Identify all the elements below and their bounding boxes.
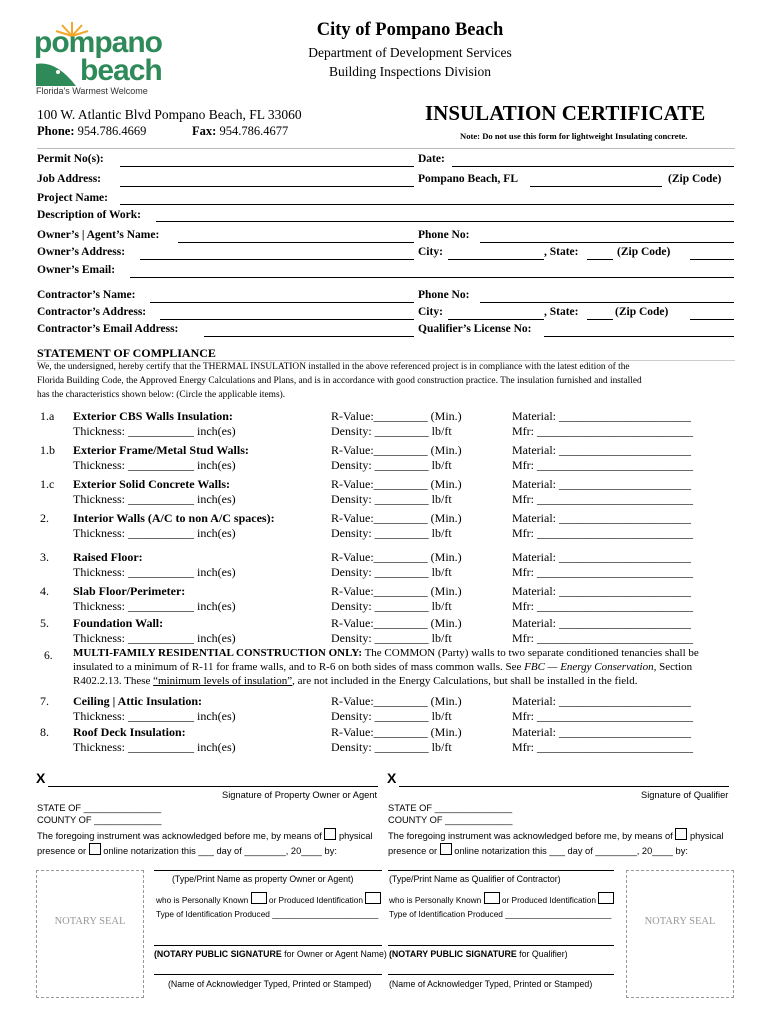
date-field[interactable] [452,166,734,167]
item-title: Exterior Frame/Metal Stud Walls: [73,443,249,457]
qualifier-signature-line[interactable] [399,786,729,787]
item-thickness[interactable]: Thickness: ___________ inch(es) [73,740,236,754]
item-thickness[interactable]: Thickness: ___________ inch(es) [73,492,236,506]
contractor-email-label: Contractor’s Email Address: [37,323,179,335]
item-material[interactable]: Material: ______________________ [512,409,691,423]
logo [34,20,184,98]
department: Department of Development Services [308,45,512,60]
qualifier-notary-bold: (NOTARY PUBLIC SIGNATURE [389,949,517,959]
owner-email-field[interactable] [130,277,734,278]
owner-address-field[interactable] [140,259,414,260]
qualifier-online-checkbox[interactable] [440,843,452,855]
item-6-line-3 [73,675,637,687]
item-thickness[interactable]: Thickness: ___________ inch(es) [73,458,236,472]
qualifier-produced-checkbox[interactable] [598,892,614,904]
address: 100 W. Atlantic Blvd Pompano Beach, FL 33060 [37,107,302,122]
qualifier-known-checkbox[interactable] [484,892,500,904]
owner-state-of: STATE OF _______________ [37,803,162,813]
item-title: Exterior CBS Walls Insulation: [73,409,233,423]
item-title: Exterior Solid Concrete Walls: [73,477,230,491]
compliance-heading: STATEMENT OF COMPLIANCE [37,346,216,360]
qualifier-notary-seal-box [626,870,734,998]
item-thickness[interactable]: Thickness: ___________ inch(es) [73,526,236,540]
item-material[interactable]: Material: ______________________ [512,616,691,630]
owner-ack-line-2 [37,843,337,856]
compliance-text-2: Florida Building Code, the Approved Energy Calculations and Plans, and is in accordance with good construction practice. The insulation furnished and installed [37,376,642,386]
qualifier-physical-label: physical [689,831,724,841]
job-address-field[interactable] [120,186,414,187]
owner-signature-line[interactable] [48,786,378,787]
item-6-number: 6. [44,650,53,662]
item-thickness[interactable]: Thickness: ___________ inch(es) [73,599,236,613]
item-material[interactable]: Material: ______________________ [512,511,691,525]
item-thickness[interactable]: Thickness: ___________ inch(es) [73,565,236,579]
qualifier-print-label: (Type/Print Name as Qualifier of Contractor) [389,874,561,884]
owner-zip-field[interactable] [690,259,734,260]
qualifier-license-field[interactable] [544,336,734,337]
description-label: Description of Work: [37,209,141,221]
owner-phone-label: Phone No: [418,229,470,241]
item-number: 1.c [40,477,55,491]
logo-line2: beach [80,54,162,87]
form-note: Note: Do not use this form for lightweight Insulating concrete. [460,131,688,141]
owner-notary-label [154,949,387,959]
owner-presence-label: presence or [37,846,87,856]
contractor-city-label: City: [418,306,443,318]
qualifier-acknowledger-label: (Name of Acknowledger Typed, Printed or Stamped) [389,979,593,989]
owner-notary-signature-line[interactable] [154,945,382,946]
owner-phone-field[interactable] [480,242,734,243]
item-number: 8. [40,725,49,739]
item-manufacturer[interactable]: Mfr: __________________________ [512,492,693,506]
contractor-address-field[interactable] [160,319,414,320]
qualifier-online-label: online notarization this ___ day of ________, 20____ by: [454,846,688,856]
fax-label: Fax: [192,124,217,138]
contractor-name-label: Contractor’s Name: [37,289,136,301]
job-address-label: Job Address: [37,173,102,185]
item-thickness[interactable]: Thickness: ___________ inch(es) [73,709,236,723]
owner-known-row [156,892,381,905]
qualifier-notary-label [389,949,568,959]
owner-city-label: City: [418,246,443,258]
owner-state-label: , State: [544,246,579,258]
owner-print-line[interactable] [154,870,382,871]
item-density[interactable]: Density: _________ lb/ft [331,631,452,645]
item-number: 7. [40,694,49,708]
item-6-lead: MULTI-FAMILY RESIDENTIAL CONSTRUCTION ONLY: [73,647,363,659]
item-material[interactable]: Material: ______________________ [512,550,691,564]
owner-produced-label: or Produced Identification [268,895,363,905]
contractor-state-label: , State: [544,306,579,318]
qualifier-signature-label: Signature of Qualifier [641,790,729,800]
owner-physical-label: physical [338,831,373,841]
owner-zip-label: (Zip Code) [617,246,671,258]
item-r-value[interactable]: R-Value:_________ (Min.) [331,694,462,708]
qualifier-physical-checkbox[interactable] [675,828,687,840]
item-density[interactable]: Density: _________ lb/ft [331,565,452,579]
qualifier-known-row [389,892,614,905]
contractor-zip-label: (Zip Code) [615,306,669,318]
project-name-label: Project Name: [37,192,108,204]
description-field[interactable] [156,221,734,222]
contractor-email-field[interactable] [204,336,414,337]
owner-physical-checkbox[interactable] [324,828,336,840]
owner-known-checkbox[interactable] [251,892,267,904]
qualifier-ack-line-2 [388,843,688,856]
item-manufacturer[interactable]: Mfr: __________________________ [512,565,693,579]
fax-block [192,124,288,139]
owner-notary-bold: (NOTARY PUBLIC SIGNATURE [154,949,282,959]
owner-address-label: Owner’s Address: [37,246,126,258]
contractor-city-field[interactable] [448,319,544,320]
item-density[interactable]: Density: _________ lb/ft [331,599,452,613]
item-density[interactable]: Density: _________ lb/ft [331,740,452,754]
owner-county-of: COUNTY OF _____________ [37,815,162,825]
contractor-address-label: Contractor’s Address: [37,306,147,318]
qualifier-presence-label: presence or [388,846,438,856]
header-divider [37,148,735,149]
item-6-text-3b: “minimum levels of insulation” [153,675,293,687]
contractor-phone-field[interactable] [480,302,734,303]
contractor-state-field[interactable] [587,319,613,320]
item-r-value[interactable]: R-Value:_________ (Min.) [331,550,462,564]
item-6-text-2b: FBC — Energy Conservation [524,661,654,673]
item-6-text-2c: , Section [653,661,693,673]
item-number: 5. [40,616,49,630]
item-number: 4. [40,584,49,598]
item-manufacturer[interactable]: Mfr: __________________________ [512,526,693,540]
item-6-line-1 [73,647,699,659]
item-6-line-2 [73,661,692,673]
item-title: Roof Deck Insulation: [73,725,186,739]
owner-id-type: Type of Identification Produced _______________________ [156,909,379,919]
compliance-text-1: We, the undersigned, hereby certify that the THERMAL INSULATION installed in the above referenced project is in compliance with the latest edition of the [37,362,630,372]
permit-label: Permit No(s): [37,153,104,165]
owner-notary-for: for Owner or Agent Name) [281,949,387,959]
compliance-divider [37,360,735,361]
owner-name-label: Owner’s | Agent’s Name: [37,229,160,241]
item-material[interactable]: Material: ______________________ [512,725,691,739]
owner-online-label: online notarization this ___ day of ________, 20____ by: [103,846,337,856]
item-r-value[interactable]: R-Value:_________ (Min.) [331,616,462,630]
phone-label: Phone: [37,124,75,138]
compliance-text-3: has the characteristics shown below: (Circle the applicable items). [37,390,286,400]
item-density[interactable]: Density: _________ lb/ft [331,526,452,540]
logo-line1: pompano [34,26,162,59]
item-title: Foundation Wall: [73,616,164,630]
qualifier-state-of: STATE OF _______________ [388,803,513,813]
owner-known-label: who is Personally Known [156,895,249,905]
item-number: 1.b [40,443,55,457]
bird-icon [34,58,78,88]
item-manufacturer[interactable]: Mfr: __________________________ [512,740,693,754]
phone-block [37,124,146,139]
owner-notary-seal-box [36,870,144,998]
permit-field[interactable] [120,166,414,167]
city-title: City of Pompano Beach [316,20,504,40]
owner-acknowledger-label: (Name of Acknowledger Typed, Printed or Stamped) [168,979,372,989]
qualifier-known-label: who is Personally Known [389,895,482,905]
owner-ack-line-1 [37,828,373,841]
qualifier-county-of: COUNTY OF _____________ [388,815,513,825]
owner-online-checkbox[interactable] [89,843,101,855]
item-material[interactable]: Material: ______________________ [512,477,691,491]
contractor-zip-field[interactable] [690,319,734,320]
owner-city-field[interactable] [448,259,544,260]
item-density[interactable]: Density: _________ lb/ft [331,458,452,472]
item-density[interactable]: Density: _________ lb/ft [331,424,452,438]
item-manufacturer[interactable]: Mfr: __________________________ [512,631,693,645]
qualifier-id-type: Type of Identification Produced _______________________ [389,909,612,919]
zip-field[interactable] [530,186,662,187]
item-r-value[interactable]: R-Value:_________ (Min.) [331,511,462,525]
qualifier-x-mark: X [387,770,397,786]
item-r-value[interactable]: R-Value:_________ (Min.) [331,409,462,423]
owner-name-field[interactable] [178,242,414,243]
item-material[interactable]: Material: ______________________ [512,694,691,708]
owner-email-label: Owner’s Email: [37,264,116,276]
zip-label: (Zip Code) [668,173,722,185]
qualifier-notary-seal-label: NOTARY SEAL [644,916,716,927]
item-thickness[interactable]: Thickness: ___________ inch(es) [73,631,236,645]
item-number: 2. [40,511,49,525]
owner-x-mark: X [36,770,46,786]
item-r-value[interactable]: R-Value:_________ (Min.) [331,584,462,598]
owner-ack-text: The foregoing instrument was acknowledged before me, by means of [37,831,322,841]
item-6-text-1: The COMMON (Party) walls to two separate conditioned tenancies shall be [362,647,699,659]
item-6-text-3a: R402.2.13. These [73,675,154,687]
qualifier-notary-signature-line[interactable] [388,945,614,946]
item-title: Ceiling | Attic Insulation: [73,694,202,708]
item-manufacturer[interactable]: Mfr: __________________________ [512,709,693,723]
date-label: Date: [418,153,445,165]
item-density[interactable]: Density: _________ lb/ft [331,492,452,506]
project-name-field[interactable] [120,204,734,205]
qualifier-ack-text: The foregoing instrument was acknowledged before me, by means of [388,831,673,841]
owner-produced-checkbox[interactable] [365,892,381,904]
item-manufacturer[interactable]: Mfr: __________________________ [512,599,693,613]
item-material[interactable]: Material: ______________________ [512,443,691,457]
item-number: 1.a [40,409,55,423]
owner-notary-seal-label: NOTARY SEAL [54,916,126,927]
item-title: Slab Floor/Perimeter: [73,584,186,598]
qualifier-license-label: Qualifier’s License No: [418,323,532,335]
item-6-text-2a: insulated to a minimum of R-11 for frame walls, and to R-6 on both sides of mass common walls. See [73,661,525,673]
qualifier-notary-for: for Qualifier) [516,949,568,959]
owner-print-label: (Type/Print Name as property Owner or Agent) [172,874,354,884]
form-title: INSULATION CERTIFICATE [425,101,706,125]
qualifier-produced-label: or Produced Identification [501,895,596,905]
item-material[interactable]: Material: ______________________ [512,584,691,598]
qualifier-ack-line-1 [388,828,724,841]
pompano-fl-label: Pompano Beach, FL [418,173,518,185]
item-r-value[interactable]: R-Value:_________ (Min.) [331,477,462,491]
fax-number: 954.786.4677 [219,124,289,138]
item-thickness[interactable]: Thickness: ___________ inch(es) [73,424,236,438]
phone-number: 954.786.4669 [77,124,147,138]
item-title: Interior Walls (A/C to non A/C spaces): [73,511,275,525]
owner-signature-label: Signature of Property Owner or Agent [222,790,378,800]
item-r-value[interactable]: R-Value:_________ (Min.) [331,443,462,457]
contractor-phone-label: Phone No: [418,289,470,301]
contractor-name-field[interactable] [150,302,414,303]
item-manufacturer[interactable]: Mfr: __________________________ [512,424,693,438]
item-r-value[interactable]: R-Value:_________ (Min.) [331,725,462,739]
owner-state-field[interactable] [587,259,613,260]
item-density[interactable]: Density: _________ lb/ft [331,709,452,723]
item-title: Raised Floor: [73,550,143,564]
item-number: 3. [40,550,49,564]
qualifier-acknowledger-line[interactable] [388,974,614,975]
qualifier-print-line[interactable] [388,870,614,871]
division: Building Inspections Division [329,64,491,79]
item-6-text-3c: , are not included in the Energy Calculations, but shall be installed in the field. [292,675,638,687]
item-manufacturer[interactable]: Mfr: __________________________ [512,458,693,472]
owner-acknowledger-line[interactable] [154,974,382,975]
logo-tagline: Florida's Warmest Welcome [36,86,148,96]
